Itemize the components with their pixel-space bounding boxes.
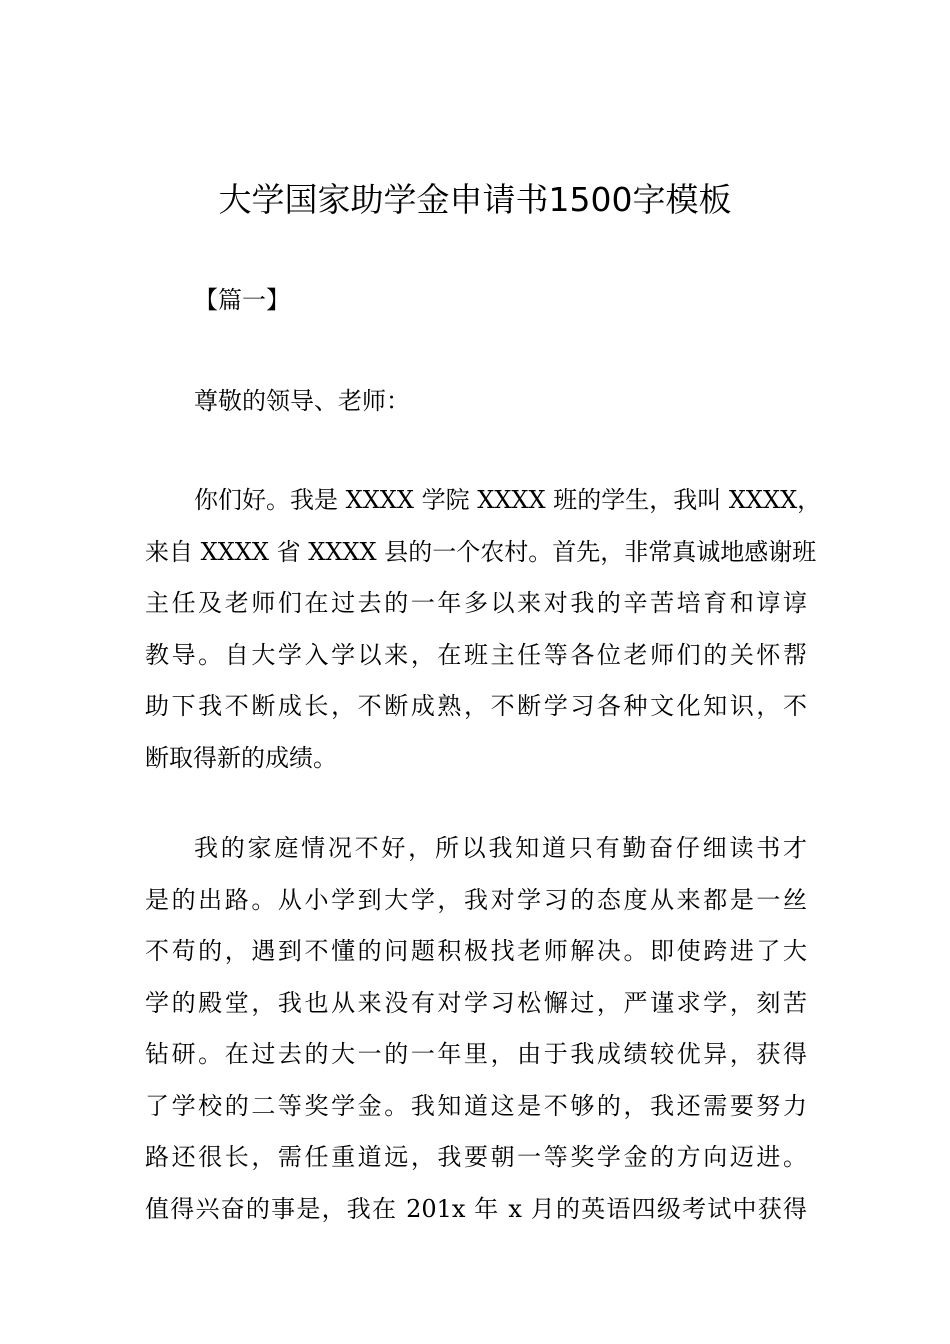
paragraph-line: 我的家庭情况不好，所以我知道只有勤奋仔细读书才	[194, 834, 807, 862]
paragraph-line: 路还很长，需任重道远，我要朝一等奖学金的方向迈进。	[145, 1143, 807, 1171]
paragraph-line: 了学校的二等奖学金。我知道这是不够的，我还需要努力	[145, 1091, 807, 1120]
paragraph-line: 断取得新的成绩。	[145, 743, 337, 772]
paragraph-line: 钻研。在过去的大一的一年里，由于我成绩较优异，获得	[145, 1040, 807, 1068]
salutation: 尊敬的领导、老师：	[194, 387, 410, 415]
paragraph-line: 是的出路。从小学到大学，我对学习的态度从来都是一丝	[145, 885, 807, 914]
paragraph-1	[145, 475, 822, 784]
section-label: 【篇一】	[194, 286, 290, 314]
paragraph-line: 教导。自大学入学以来，在班主任等各位老师们的关怀帮	[145, 640, 807, 669]
paragraph-line: 不苟的，遇到不懂的问题积极找老师解决。即使跨进了大	[145, 937, 807, 965]
document-title: 大学国家助学金申请书1500字模板	[218, 180, 732, 219]
paragraph-line: 来自 XXXX 省 XXXX 县的一个农村。首先，非常真诚地感谢班	[145, 537, 817, 566]
paragraph-2	[145, 823, 807, 1235]
paragraph-line: 学的殿堂，我也从来没有对学习松懈过，严谨求学，刻苦	[145, 988, 807, 1017]
paragraph-line: 值得兴奋的事是，我在 201x 年 x 月的英语四级考试中获得	[145, 1194, 807, 1223]
paragraph-line: 主任及老师们在过去的一年多以来对我的辛苦培育和谆谆	[145, 589, 807, 617]
paragraph-line: 你们好。我是 XXXX 学院 XXXX 班的学生，我叫 XXXX，	[194, 486, 822, 514]
paragraph-line: 助下我不断成长，不断成熟，不断学习各种文化知识，不	[145, 692, 807, 720]
